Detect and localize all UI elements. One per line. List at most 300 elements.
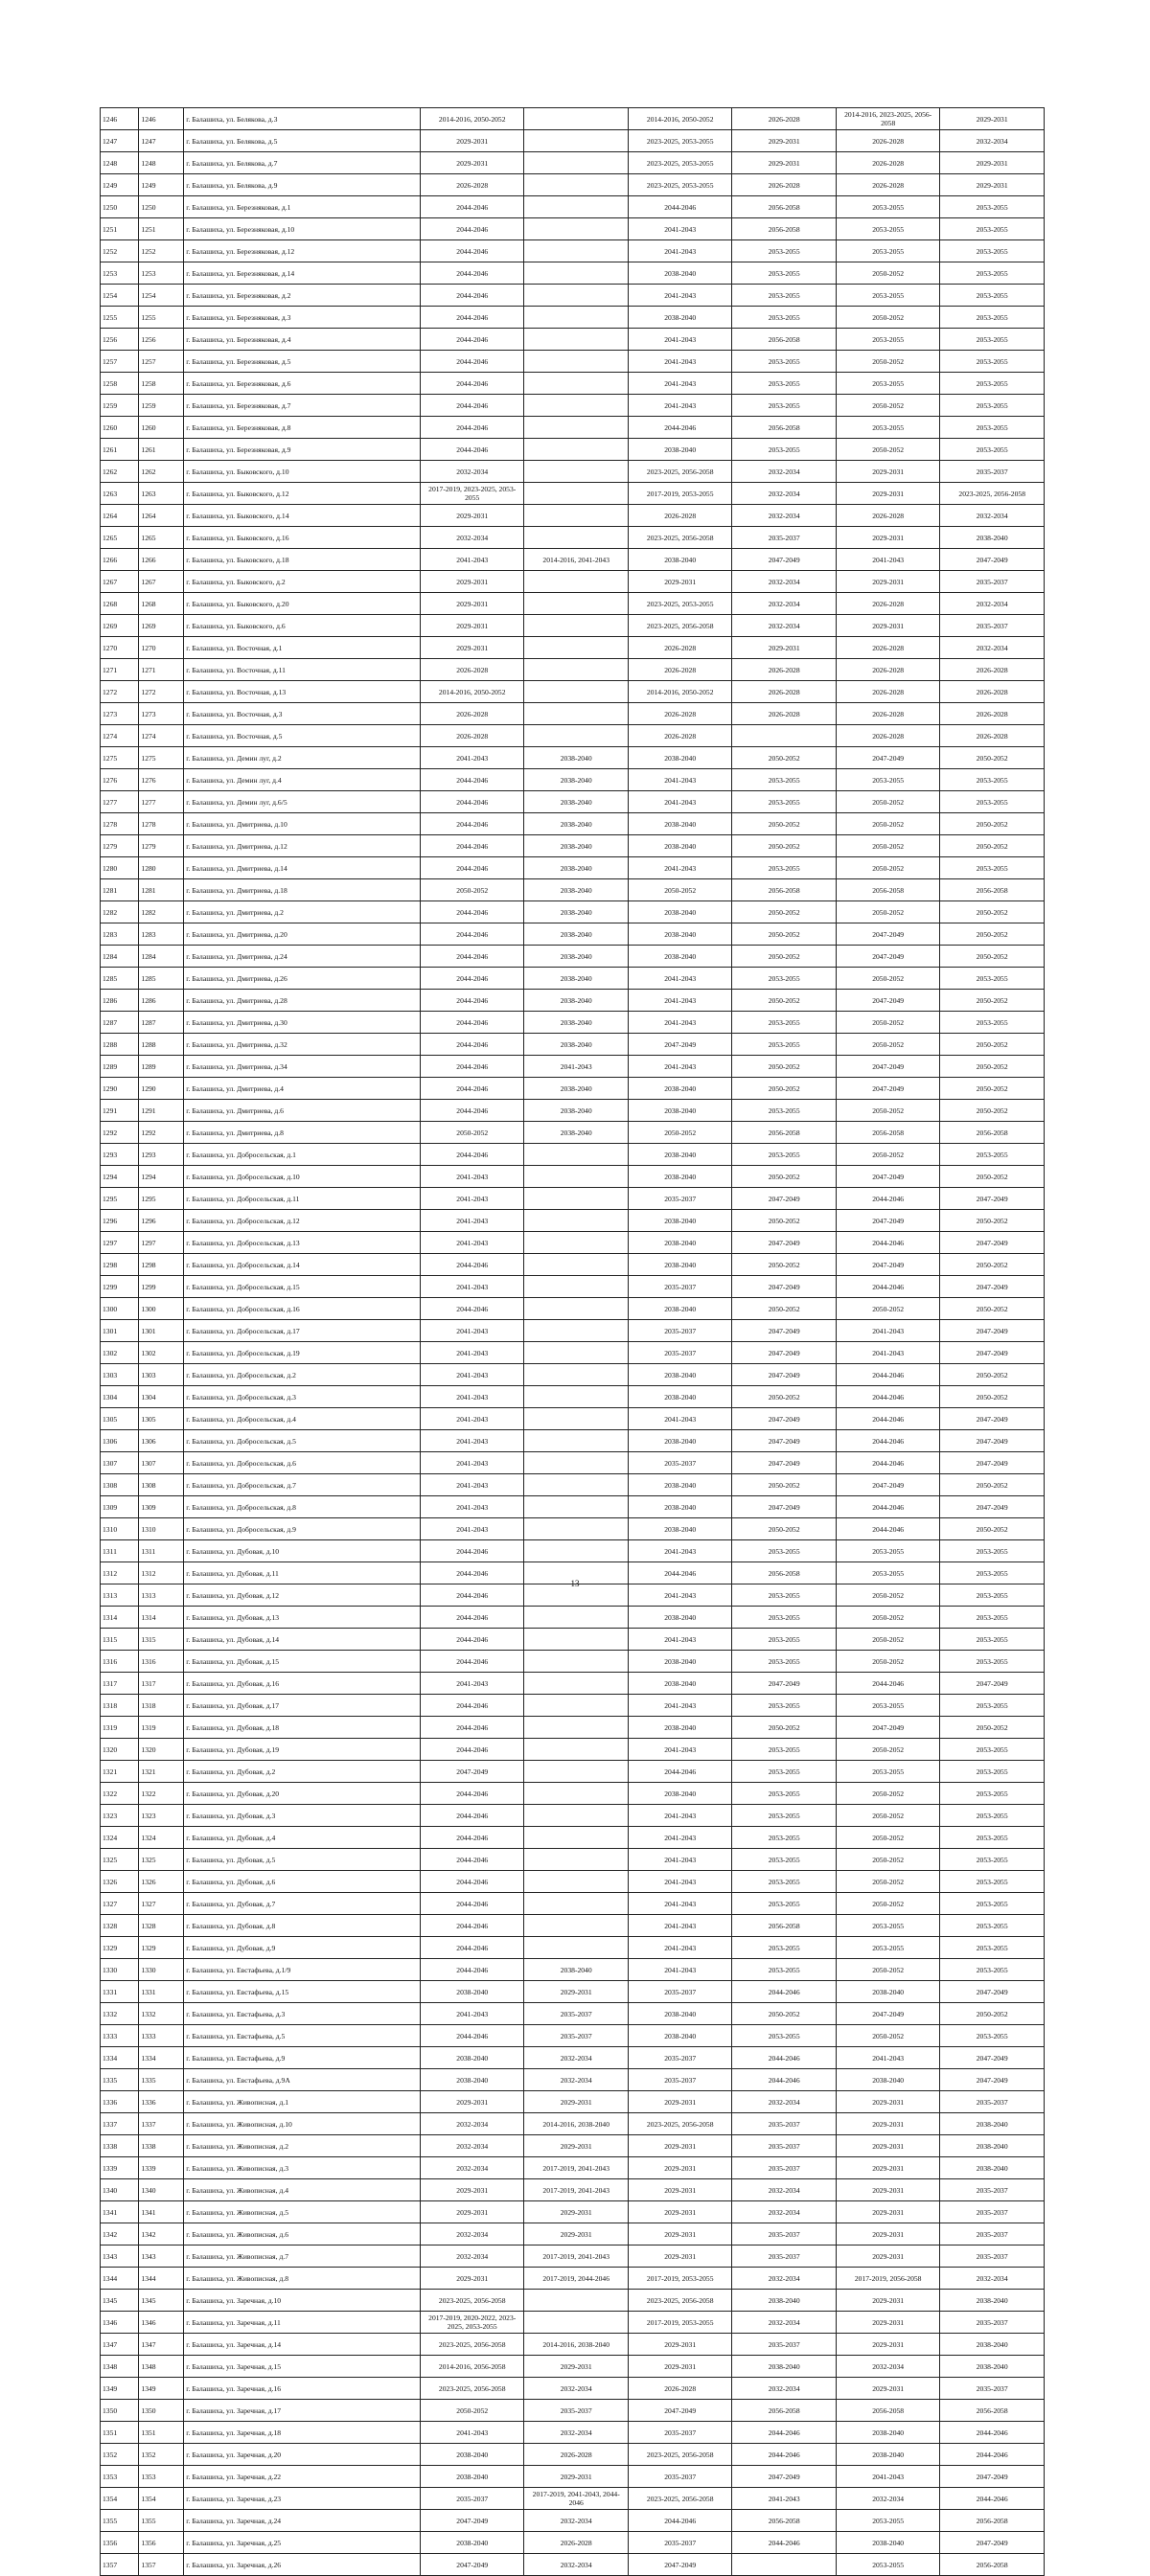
cell-register-number: 1330 — [139, 1959, 184, 1981]
cell-register-number: 1301 — [139, 1320, 184, 1342]
cell-period-col-3: 2035-2037 — [628, 1452, 731, 1474]
table-row — [101, 2444, 1045, 2466]
cell-period-col-4 — [732, 725, 836, 747]
cell-period-col-1: 2044-2046 — [420, 901, 523, 923]
cell-period-col-6: 2032-2034 — [940, 2268, 1045, 2290]
cell-row-number: 1341 — [101, 2201, 139, 2223]
cell-period-col-5: 2050-2052 — [836, 1849, 939, 1871]
cell-period-col-5: 2050-2052 — [836, 1629, 939, 1651]
cell-period-col-1: 2029-2031 — [420, 152, 523, 174]
cell-address: г. Балашиха, ул. Заречная, д.22 — [184, 2466, 421, 2488]
cell-address: г. Балашиха, ул. Заречная, д.10 — [184, 2290, 421, 2312]
cell-period-col-4: 2044-2046 — [732, 2532, 836, 2554]
cell-period-col-5: 2044-2046 — [836, 1386, 939, 1408]
cell-period-col-6: 2038-2040 — [940, 2157, 1045, 2179]
cell-period-col-5: 2047-2049 — [836, 1056, 939, 1078]
cell-address: г. Балашиха, ул. Дубовая, д.5 — [184, 1849, 421, 1871]
cell-period-col-6: 2047-2049 — [940, 1673, 1045, 1695]
table-row — [101, 990, 1045, 1012]
cell-period-col-3: 2038-2040 — [628, 1651, 731, 1673]
cell-register-number: 1318 — [139, 1695, 184, 1717]
cell-period-col-5: 2053-2055 — [836, 2554, 939, 2576]
cell-period-col-2 — [524, 351, 628, 373]
cell-period-col-1: 2041-2043 — [420, 1452, 523, 1474]
cell-period-col-3: 2029-2031 — [628, 2356, 731, 2378]
cell-period-col-5: 2047-2049 — [836, 1210, 939, 1232]
cell-period-col-3: 2035-2037 — [628, 2466, 731, 2488]
cell-register-number: 1353 — [139, 2466, 184, 2488]
cell-period-col-2 — [524, 1849, 628, 1871]
cell-address: г. Балашиха, ул. Заречная, д.15 — [184, 2356, 421, 2378]
cell-period-col-4: 2053-2055 — [732, 373, 836, 395]
cell-period-col-4: 2053-2055 — [732, 395, 836, 417]
cell-register-number: 1329 — [139, 1937, 184, 1959]
table-row — [101, 373, 1045, 395]
cell-address: г. Балашиха, ул. Дмитриева, д.24 — [184, 946, 421, 968]
cell-period-col-5: 2053-2055 — [836, 1937, 939, 1959]
cell-row-number: 1284 — [101, 946, 139, 968]
cell-period-col-5: 2029-2031 — [836, 2334, 939, 2356]
cell-period-col-6: 2047-2049 — [940, 2466, 1045, 2488]
cell-period-col-3: 2035-2037 — [628, 2069, 731, 2091]
cell-register-number: 1323 — [139, 1805, 184, 1827]
cell-period-col-2: 2029-2031 — [524, 2201, 628, 2223]
cell-register-number: 1252 — [139, 240, 184, 262]
cell-period-col-5: 2026-2028 — [836, 703, 939, 725]
cell-period-col-3: 2023-2025, 2053-2055 — [628, 152, 731, 174]
cell-period-col-1: 2044-2046 — [420, 329, 523, 351]
cell-address: г. Балашиха, ул. Добросельская, д.10 — [184, 1166, 421, 1188]
cell-period-col-5: 2053-2055 — [836, 1915, 939, 1937]
cell-period-col-1: 2017-2019, 2020-2022, 2023-2025, 2053-2055 — [420, 2312, 523, 2334]
cell-period-col-1: 2044-2046 — [420, 395, 523, 417]
cell-row-number: 1322 — [101, 1783, 139, 1805]
cell-period-col-4: 2053-2055 — [732, 1651, 836, 1673]
cell-period-col-6: 2050-2052 — [940, 1717, 1045, 1739]
cell-period-col-3: 2038-2040 — [628, 1254, 731, 1276]
cell-row-number: 1350 — [101, 2400, 139, 2422]
cell-period-col-3: 2023-2025, 2053-2055 — [628, 174, 731, 196]
cell-row-number: 1283 — [101, 923, 139, 946]
cell-address: г. Балашиха, ул. Дубовая, д.19 — [184, 1739, 421, 1761]
cell-period-col-2: 2029-2031 — [524, 2466, 628, 2488]
table-row — [101, 1254, 1045, 1276]
cell-period-col-4: 2032-2034 — [732, 2378, 836, 2400]
cell-address: г. Балашиха, ул. Живописная, д.3 — [184, 2157, 421, 2179]
cell-row-number: 1307 — [101, 1452, 139, 1474]
table-row — [101, 152, 1045, 174]
cell-address: г. Балашиха, ул. Дубовая, д.10 — [184, 1540, 421, 1562]
cell-register-number: 1300 — [139, 1298, 184, 1320]
cell-period-col-6: 2053-2055 — [940, 395, 1045, 417]
cell-period-col-1: 2044-2046 — [420, 1254, 523, 1276]
cell-period-col-5: 2038-2040 — [836, 2069, 939, 2091]
cell-period-col-5: 2029-2031 — [836, 2091, 939, 2113]
cell-register-number: 1348 — [139, 2356, 184, 2378]
cell-period-col-4: 2047-2049 — [732, 1342, 836, 1364]
cell-register-number: 1304 — [139, 1386, 184, 1408]
cell-address: г. Балашиха, ул. Березняковая, д.12 — [184, 240, 421, 262]
cell-period-col-1: 2035-2037 — [420, 2488, 523, 2510]
cell-address: г. Балашиха, ул. Живописная, д.6 — [184, 2223, 421, 2245]
cell-period-col-5: 2044-2046 — [836, 1673, 939, 1695]
cell-period-col-6: 2029-2031 — [940, 152, 1045, 174]
cell-row-number: 1295 — [101, 1188, 139, 1210]
cell-period-col-6: 2053-2055 — [940, 218, 1045, 240]
cell-period-col-6: 2053-2055 — [940, 1144, 1045, 1166]
cell-period-col-2: 2035-2037 — [524, 2003, 628, 2025]
cell-period-col-2 — [524, 1232, 628, 1254]
cell-address: г. Балашиха, ул. Дубовая, д.12 — [184, 1584, 421, 1607]
cell-period-col-1: 2029-2031 — [420, 2179, 523, 2201]
cell-row-number: 1253 — [101, 262, 139, 285]
cell-period-col-1: 2044-2046 — [420, 307, 523, 329]
cell-row-number: 1340 — [101, 2179, 139, 2201]
table-row — [101, 1518, 1045, 1540]
table-row — [101, 593, 1045, 615]
table-row — [101, 1629, 1045, 1651]
table-row — [101, 1122, 1045, 1144]
cell-period-col-5: 2026-2028 — [836, 659, 939, 681]
cell-period-col-1: 2044-2046 — [420, 968, 523, 990]
cell-address: г. Балашиха, ул. Дубовая, д.6 — [184, 1871, 421, 1893]
table-row — [101, 505, 1045, 527]
cell-row-number: 1272 — [101, 681, 139, 703]
cell-row-number: 1321 — [101, 1761, 139, 1783]
cell-address: г. Балашиха, ул. Дубовая, д.20 — [184, 1783, 421, 1805]
cell-period-col-3: 2038-2040 — [628, 1144, 731, 1166]
cell-register-number: 1256 — [139, 329, 184, 351]
table-row — [101, 2069, 1045, 2091]
cell-period-col-6: 2050-2052 — [940, 1386, 1045, 1408]
cell-period-col-2 — [524, 1937, 628, 1959]
cell-address: г. Балашиха, ул. Дубовая, д.16 — [184, 1673, 421, 1695]
cell-address: г. Балашиха, ул. Белякова, д.7 — [184, 152, 421, 174]
cell-address: г. Балашиха, ул. Добросельская, д.2 — [184, 1364, 421, 1386]
cell-row-number: 1249 — [101, 174, 139, 196]
cell-period-col-3: 2038-2040 — [628, 835, 731, 857]
cell-period-col-6: 2047-2049 — [940, 1342, 1045, 1364]
cell-address: г. Балашиха, ул. Живописная, д.2 — [184, 2135, 421, 2157]
cell-period-col-2: 2038-2040 — [524, 769, 628, 791]
cell-period-col-6: 2050-2052 — [940, 1364, 1045, 1386]
cell-period-col-4: 2047-2049 — [732, 1408, 836, 1430]
cell-row-number: 1250 — [101, 196, 139, 218]
cell-row-number: 1312 — [101, 1562, 139, 1584]
cell-period-col-4: 2038-2040 — [732, 2290, 836, 2312]
cell-row-number: 1318 — [101, 1695, 139, 1717]
cell-period-col-1: 2047-2049 — [420, 2554, 523, 2576]
table-row — [101, 2290, 1045, 2312]
cell-row-number: 1346 — [101, 2312, 139, 2334]
cell-period-col-4: 2032-2034 — [732, 505, 836, 527]
cell-period-col-3: 2038-2040 — [628, 1607, 731, 1629]
cell-register-number: 1247 — [139, 130, 184, 152]
table-row — [101, 1320, 1045, 1342]
cell-period-col-2: 2035-2037 — [524, 2400, 628, 2422]
cell-row-number: 1255 — [101, 307, 139, 329]
cell-period-col-4: 2047-2049 — [732, 2466, 836, 2488]
table-row — [101, 1673, 1045, 1695]
cell-row-number: 1304 — [101, 1386, 139, 1408]
cell-period-col-3: 2041-2043 — [628, 1937, 731, 1959]
cell-period-col-2 — [524, 1629, 628, 1651]
cell-period-col-1: 2044-2046 — [420, 2025, 523, 2047]
cell-period-col-4: 2050-2052 — [732, 1078, 836, 1100]
cell-period-col-2 — [524, 2290, 628, 2312]
cell-period-col-3: 2041-2043 — [628, 329, 731, 351]
cell-address: г. Балашиха, ул. Дмитриева, д.34 — [184, 1056, 421, 1078]
cell-register-number: 1293 — [139, 1144, 184, 1166]
table-row — [101, 2025, 1045, 2047]
cell-period-col-5: 2038-2040 — [836, 2444, 939, 2466]
cell-row-number: 1278 — [101, 813, 139, 835]
table-row — [101, 1761, 1045, 1783]
cell-address: г. Балашиха, ул. Добросельская, д.6 — [184, 1452, 421, 1474]
cell-period-col-4: 2056-2058 — [732, 218, 836, 240]
cell-period-col-4: 2035-2037 — [732, 2157, 836, 2179]
cell-register-number: 1342 — [139, 2223, 184, 2245]
cell-period-col-1: 2038-2040 — [420, 2047, 523, 2069]
cell-period-col-5: 2029-2031 — [836, 2179, 939, 2201]
cell-period-col-2: 2038-2040 — [524, 1078, 628, 1100]
cell-register-number: 1338 — [139, 2135, 184, 2157]
cell-row-number: 1293 — [101, 1144, 139, 1166]
cell-period-col-4: 2053-2055 — [732, 857, 836, 879]
cell-address: г. Балашиха, ул. Березняковая, д.10 — [184, 218, 421, 240]
cell-period-col-3: 2041-2043 — [628, 240, 731, 262]
cell-period-col-4: 2032-2034 — [732, 2179, 836, 2201]
cell-period-col-5: 2050-2052 — [836, 262, 939, 285]
cell-period-col-5: 2026-2028 — [836, 681, 939, 703]
table-row — [101, 1166, 1045, 1188]
cell-period-col-6: 2053-2055 — [940, 1012, 1045, 1034]
cell-period-col-2: 2014-2016, 2038-2040 — [524, 2113, 628, 2135]
cell-period-col-2 — [524, 1673, 628, 1695]
cell-period-col-1: 2041-2043 — [420, 1342, 523, 1364]
cell-period-col-3: 2038-2040 — [628, 1100, 731, 1122]
cell-register-number: 1349 — [139, 2378, 184, 2400]
cell-period-col-2 — [524, 1783, 628, 1805]
cell-period-col-5: 2038-2040 — [836, 2422, 939, 2444]
cell-address: г. Балашиха, ул. Восточная, д.13 — [184, 681, 421, 703]
cell-period-col-4: 2056-2058 — [732, 2510, 836, 2532]
cell-period-col-4: 2035-2037 — [732, 2135, 836, 2157]
cell-period-col-4: 2050-2052 — [732, 1518, 836, 1540]
cell-period-col-2: 2026-2028 — [524, 2444, 628, 2466]
cell-address: г. Балашиха, ул. Дмитриева, д.2 — [184, 901, 421, 923]
cell-period-col-1: 2026-2028 — [420, 725, 523, 747]
cell-period-col-3: 2038-2040 — [628, 1783, 731, 1805]
cell-row-number: 1298 — [101, 1254, 139, 1276]
cell-period-col-6: 2056-2058 — [940, 2510, 1045, 2532]
cell-period-col-1: 2029-2031 — [420, 615, 523, 637]
cell-address: г. Балашиха, ул. Березняковая, д.8 — [184, 417, 421, 439]
cell-row-number: 1334 — [101, 2047, 139, 2069]
cell-period-col-4: 2056-2058 — [732, 1122, 836, 1144]
cell-period-col-4: 2044-2046 — [732, 2069, 836, 2091]
cell-period-col-6: 2053-2055 — [940, 769, 1045, 791]
table-row — [101, 1540, 1045, 1562]
cell-period-col-3: 2038-2040 — [628, 813, 731, 835]
cell-period-col-3: 2026-2028 — [628, 505, 731, 527]
table-row — [101, 2113, 1045, 2135]
cell-row-number: 1347 — [101, 2334, 139, 2356]
cell-period-col-3: 2029-2031 — [628, 2179, 731, 2201]
table-row — [101, 1849, 1045, 1871]
cell-register-number: 1254 — [139, 285, 184, 307]
cell-period-col-2 — [524, 1430, 628, 1452]
cell-period-col-1: 2044-2046 — [420, 285, 523, 307]
cell-period-col-2 — [524, 1893, 628, 1915]
cell-period-col-6: 2047-2049 — [940, 2069, 1045, 2091]
cell-period-col-2 — [524, 1871, 628, 1893]
cell-period-col-3: 2035-2037 — [628, 2422, 731, 2444]
cell-register-number: 1312 — [139, 1562, 184, 1584]
cell-period-col-6: 2050-2052 — [940, 1166, 1045, 1188]
cell-period-col-3: 2035-2037 — [628, 1276, 731, 1298]
cell-address: г. Балашиха, ул. Заречная, д.26 — [184, 2554, 421, 2576]
cell-period-col-2 — [524, 1144, 628, 1166]
cell-period-col-2 — [524, 1805, 628, 1827]
cell-period-col-1: 2044-2046 — [420, 1012, 523, 1034]
cell-register-number: 1344 — [139, 2268, 184, 2290]
cell-period-col-4: 2053-2055 — [732, 240, 836, 262]
cell-period-col-6: 2044-2046 — [940, 2422, 1045, 2444]
cell-period-col-2 — [524, 1518, 628, 1540]
cell-period-col-5: 2029-2031 — [836, 461, 939, 483]
cell-period-col-5: 2053-2055 — [836, 417, 939, 439]
cell-row-number: 1327 — [101, 1893, 139, 1915]
cell-period-col-6: 2035-2037 — [940, 2201, 1045, 2223]
cell-period-col-2: 2032-2034 — [524, 2047, 628, 2069]
cell-period-col-6: 2053-2055 — [940, 329, 1045, 351]
table-row — [101, 1298, 1045, 1320]
cell-register-number: 1326 — [139, 1871, 184, 1893]
cell-period-col-5: 2053-2055 — [836, 329, 939, 351]
cell-register-number: 1262 — [139, 461, 184, 483]
cell-period-col-6: 2053-2055 — [940, 791, 1045, 813]
cell-address: г. Балашиха, ул. Дубовая, д.13 — [184, 1607, 421, 1629]
cell-period-col-6: 2050-2052 — [940, 1034, 1045, 1056]
cell-register-number: 1315 — [139, 1629, 184, 1651]
cell-period-col-6: 2038-2040 — [940, 2113, 1045, 2135]
cell-row-number: 1338 — [101, 2135, 139, 2157]
cell-period-col-6: 2050-2052 — [940, 2003, 1045, 2025]
cell-period-col-2 — [524, 725, 628, 747]
cell-period-col-4 — [732, 2554, 836, 2576]
cell-period-col-6: 2035-2037 — [940, 2245, 1045, 2268]
cell-register-number: 1248 — [139, 152, 184, 174]
table-row — [101, 879, 1045, 901]
cell-period-col-1: 2044-2046 — [420, 1629, 523, 1651]
cell-period-col-5: 2050-2052 — [836, 1959, 939, 1981]
cell-period-col-2 — [524, 417, 628, 439]
table-row — [101, 1342, 1045, 1364]
cell-register-number: 1354 — [139, 2488, 184, 2510]
cell-row-number: 1264 — [101, 505, 139, 527]
cell-period-col-5: 2029-2031 — [836, 571, 939, 593]
cell-row-number: 1262 — [101, 461, 139, 483]
cell-register-number: 1294 — [139, 1166, 184, 1188]
cell-address: г. Балашиха, ул. Евстафьева, д.1/9 — [184, 1959, 421, 1981]
cell-register-number: 1313 — [139, 1584, 184, 1607]
cell-address: г. Балашиха, ул. Березняковая, д.6 — [184, 373, 421, 395]
cell-period-col-6: 2053-2055 — [940, 262, 1045, 285]
cell-period-col-1: 2044-2046 — [420, 791, 523, 813]
cell-period-col-4: 2053-2055 — [732, 1144, 836, 1166]
cell-address: г. Балашиха, ул. Восточная, д.5 — [184, 725, 421, 747]
table-row — [101, 923, 1045, 946]
cell-period-col-1: 2044-2046 — [420, 1584, 523, 1607]
cell-period-col-3: 2050-2052 — [628, 1122, 731, 1144]
cell-period-col-2: 2038-2040 — [524, 857, 628, 879]
cell-period-col-3: 2047-2049 — [628, 2400, 731, 2422]
cell-period-col-1: 2044-2046 — [420, 196, 523, 218]
cell-period-col-2: 2038-2040 — [524, 923, 628, 946]
table-row — [101, 1981, 1045, 2003]
cell-period-col-1: 2044-2046 — [420, 857, 523, 879]
cell-period-col-4: 2047-2049 — [732, 1232, 836, 1254]
cell-period-col-5: 2056-2058 — [836, 1122, 939, 1144]
cell-period-col-2 — [524, 1915, 628, 1937]
cell-period-col-3: 2038-2040 — [628, 262, 731, 285]
cell-register-number: 1260 — [139, 417, 184, 439]
cell-period-col-4: 2056-2058 — [732, 196, 836, 218]
cell-address: г. Балашиха, ул. Добросельская, д.19 — [184, 1342, 421, 1364]
cell-period-col-3: 2014-2016, 2050-2052 — [628, 681, 731, 703]
cell-period-col-1: 2032-2034 — [420, 2113, 523, 2135]
cell-address: г. Балашиха, ул. Березняковая, д.2 — [184, 285, 421, 307]
cell-row-number: 1332 — [101, 2003, 139, 2025]
cell-period-col-4: 2050-2052 — [732, 835, 836, 857]
cell-address: г. Балашиха, ул. Восточная, д.11 — [184, 659, 421, 681]
cell-address: г. Балашиха, ул. Дмитриева, д.12 — [184, 835, 421, 857]
cell-address: г. Балашиха, ул. Живописная, д.8 — [184, 2268, 421, 2290]
table-row — [101, 527, 1045, 549]
cell-period-col-5: 2050-2052 — [836, 1893, 939, 1915]
cell-address: г. Балашиха, ул. Демин луг, д.4 — [184, 769, 421, 791]
cell-period-col-5: 2041-2043 — [836, 1320, 939, 1342]
cell-period-col-4: 2053-2055 — [732, 1607, 836, 1629]
cell-period-col-6: 2053-2055 — [940, 1739, 1045, 1761]
cell-period-col-5: 2050-2052 — [836, 791, 939, 813]
cell-address: г. Балашиха, ул. Дмитриева, д.28 — [184, 990, 421, 1012]
cell-period-col-1: 2041-2043 — [420, 1673, 523, 1695]
cell-period-col-6: 2056-2058 — [940, 1122, 1045, 1144]
cell-period-col-5: 2041-2043 — [836, 549, 939, 571]
cell-period-col-4: 2053-2055 — [732, 1783, 836, 1805]
cell-period-col-2 — [524, 1298, 628, 1320]
cell-period-col-4: 2053-2055 — [732, 1827, 836, 1849]
cell-address: г. Балашиха, ул. Живописная, д.10 — [184, 2113, 421, 2135]
cell-register-number: 1264 — [139, 505, 184, 527]
cell-period-col-4: 2053-2055 — [732, 1959, 836, 1981]
cell-period-col-5: 2017-2019, 2056-2058 — [836, 2268, 939, 2290]
cell-period-col-4: 2050-2052 — [732, 1210, 836, 1232]
table-row — [101, 2268, 1045, 2290]
cell-period-col-6: 2050-2052 — [940, 1210, 1045, 1232]
cell-period-col-6: 2050-2052 — [940, 901, 1045, 923]
cell-row-number: 1354 — [101, 2488, 139, 2510]
cell-period-col-6: 2047-2049 — [940, 1276, 1045, 1298]
cell-period-col-4: 2047-2049 — [732, 1673, 836, 1695]
cell-address: г. Балашиха, ул. Березняковая, д.7 — [184, 395, 421, 417]
cell-period-col-5: 2050-2052 — [836, 2025, 939, 2047]
cell-period-col-6: 2047-2049 — [940, 2047, 1045, 2069]
cell-register-number: 1311 — [139, 1540, 184, 1562]
cell-period-col-1: 2041-2043 — [420, 1430, 523, 1452]
